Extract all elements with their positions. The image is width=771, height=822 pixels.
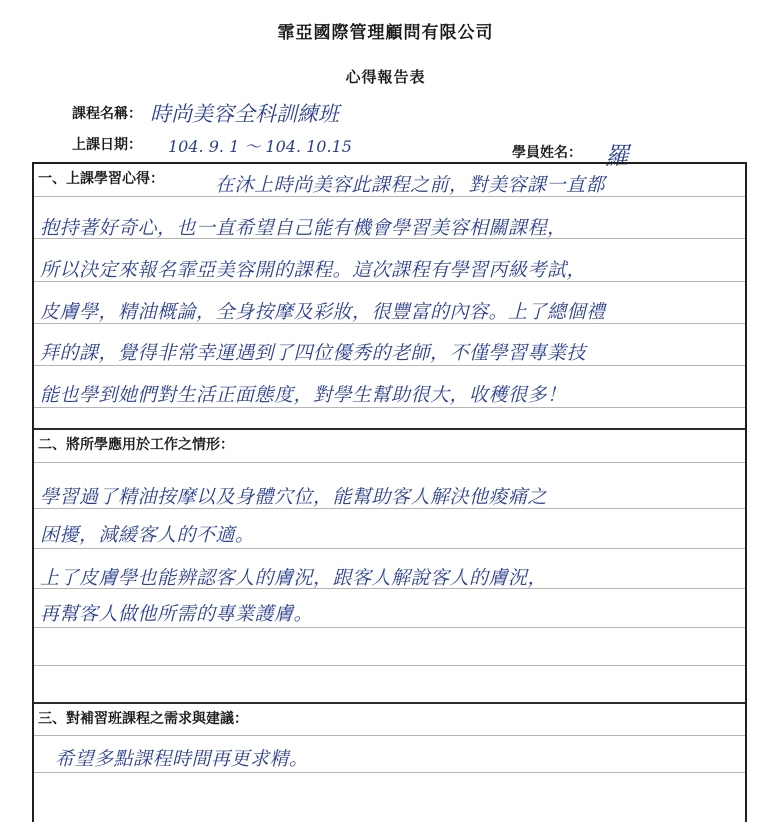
section-1-title: 一、上課學習心得： bbox=[38, 171, 164, 187]
course-date-label: 上課日期： bbox=[72, 137, 142, 153]
course-date-value: 104. 9. 1 ～ 104. 10.15 bbox=[168, 137, 352, 156]
form-title: 心得報告表 bbox=[345, 68, 426, 86]
course-name-label: 課程名稱： bbox=[72, 106, 142, 122]
ruled-line bbox=[34, 365, 745, 366]
section-1-line-6: 能也學到她們對生活正面態度，對學生幫助很大，收穫很多！ bbox=[40, 384, 567, 406]
ruled-line bbox=[34, 548, 745, 549]
section-2-title: 二、將所學應用於工作之情形： bbox=[38, 437, 234, 453]
section-2-line-1: 學習過了精油按摩以及身體穴位，能幫助客人解決他痠痛之 bbox=[40, 486, 548, 508]
company-name: 霏亞國際管理顧問有限公司 bbox=[277, 23, 494, 43]
section-2-line-2: 困擾，減緩客人的不適。 bbox=[40, 524, 255, 546]
section-3-line-1: 希望多點課程時間再更求精。 bbox=[55, 748, 309, 770]
student-name-label: 學員姓名： bbox=[512, 145, 582, 161]
ruled-line bbox=[34, 196, 745, 197]
section-1-line-5: 拜的課，覺得非常幸運遇到了四位優秀的老師，不僅學習專業技 bbox=[40, 342, 587, 364]
section-2-line-3: 上了皮膚學也能辨認客人的膚況，跟客人解說客人的膚況， bbox=[40, 567, 548, 589]
ruled-line bbox=[34, 588, 745, 589]
section-3-title: 三、對補習班課程之需求與建議： bbox=[38, 711, 248, 727]
ruled-line bbox=[34, 281, 745, 282]
section-1-line-3: 所以決定來報名霏亞美容開的課程。這次課程有學習丙級考試， bbox=[40, 259, 587, 281]
ruled-line bbox=[34, 238, 745, 239]
ruled-line bbox=[34, 508, 745, 509]
section-1-line-1: 在沐上時尚美容此課程之前，對美容課一直都 bbox=[215, 174, 606, 196]
ruled-line bbox=[34, 772, 745, 773]
section-2-line-4: 再幫客人做他所需的專業護膚。 bbox=[40, 603, 314, 625]
ruled-line bbox=[34, 735, 745, 736]
course-name-value: 時尚美容全科訓練班 bbox=[150, 102, 339, 126]
section-divider bbox=[34, 428, 745, 430]
student-name-value: 羅 bbox=[605, 142, 629, 170]
section-1-line-4: 皮膚學，精油概論，全身按摩及彩妝，很豐富的內容。上了總個禮 bbox=[40, 301, 606, 323]
ruled-line bbox=[34, 665, 745, 666]
section-divider bbox=[34, 702, 745, 704]
ruled-line bbox=[34, 462, 745, 463]
ruled-line bbox=[34, 627, 745, 628]
ruled-line bbox=[34, 407, 745, 408]
section-1-line-2: 抱持著好奇心，也一直希望自己能有機會學習美容相關課程， bbox=[40, 217, 567, 239]
ruled-line bbox=[34, 323, 745, 324]
